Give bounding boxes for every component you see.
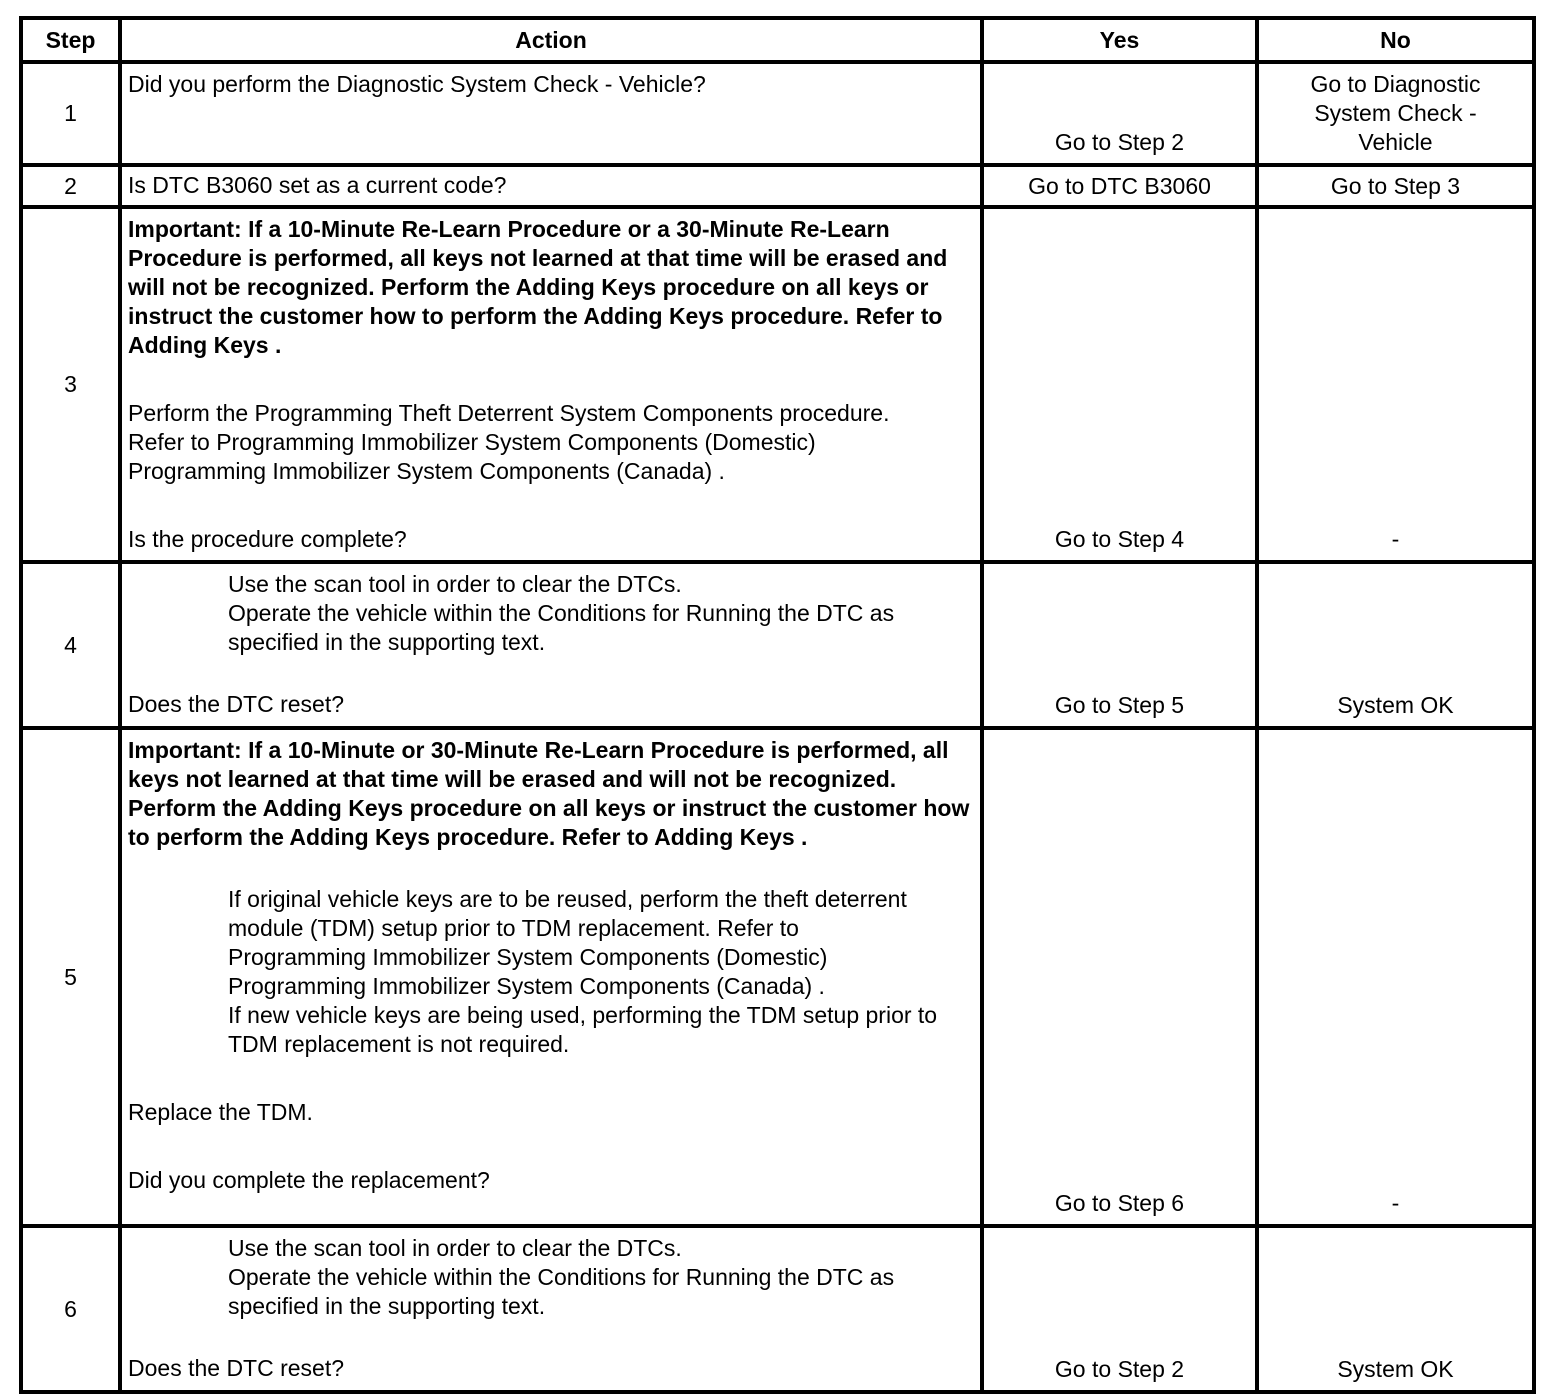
important-note: Important: If a 10-Minute or 30-Minute Re-Learn Procedure is performed, all keys not learned at that time will be erased and will not be recognized. Perform the Adding Keys procedure on all keys or instruct the customer how to perform the Adding Keys procedure. Refer to Adding Keys . [128,737,970,850]
action-cell [120,207,982,562]
question-text: Does the DTC reset? [128,1355,345,1381]
procedure-line: If new vehicle keys are being used, performing the TDM setup prior to TDM replacement is not required. [228,1002,938,1057]
action-cell [120,1226,982,1392]
procedure-line: Refer to Programming Immobilizer System Components (Domestic) [128,429,816,455]
no-cell: Go to Diagnostic System Check - Vehicle [1257,62,1534,165]
header-yes: Yes [982,18,1257,62]
header-step: Step [21,18,120,62]
question-text: Does the DTC reset? [128,691,345,717]
procedure-line: Programming Immobilizer System Components (Domestic) [228,944,828,970]
table-row [21,207,1534,562]
diagnostic-table [19,16,1536,1394]
step-number: 2 [21,165,120,207]
instruction-text: Replace the TDM. [128,1099,313,1125]
procedure-line: Operate the vehicle within the Conditions for Running the DTC as specified in the supporting text. [228,1264,895,1319]
step-number: 4 [21,562,120,728]
procedure-line: If original vehicle keys are to be reused, perform the theft deterrent module (TDM) setup prior to TDM replacement. Refer to [228,886,907,941]
action-cell [120,62,982,165]
step-number: 5 [21,728,120,1226]
yes-cell: Go to DTC B3060 [982,165,1257,207]
no-cell: System OK [1257,562,1534,728]
step-number: 3 [21,207,120,562]
question-text: Is the procedure complete? [128,526,407,552]
yes-cell: Go to Step 2 [982,1226,1257,1392]
table-row [21,62,1534,165]
no-cell: - [1257,207,1534,562]
procedure-line: Use the scan tool in order to clear the DTCs. [228,1235,682,1261]
action-cell [120,165,982,207]
no-cell: System OK [1257,1226,1534,1392]
action-cell [120,728,982,1226]
header-action: Action [120,18,982,62]
yes-cell: Go to Step 6 [982,728,1257,1226]
question-text: Is DTC B3060 set as a current code? [128,172,507,198]
procedure-line: Operate the vehicle within the Conditions for Running the DTC as specified in the supporting text. [228,600,895,655]
table-row [21,728,1534,1226]
no-cell: - [1257,728,1534,1226]
table-row [21,562,1534,728]
table-row [21,165,1534,207]
procedure-line: Perform the Programming Theft Deterrent System Components procedure. [128,400,890,426]
procedure-line: Programming Immobilizer System Components (Canada) . [228,973,825,999]
question-text: Did you perform the Diagnostic System Check - Vehicle? [128,71,706,97]
procedure-line: Programming Immobilizer System Components (Canada) . [128,458,725,484]
action-cell [120,562,982,728]
no-cell: Go to Step 3 [1257,165,1534,207]
step-number: 6 [21,1226,120,1392]
important-note: Important: If a 10-Minute Re-Learn Procedure or a 30-Minute Re-Learn Procedure is performed, all keys not learned at that time will be erased and will not be recognized. Perform the Adding Keys procedure on all keys or instruct the customer how to perform the Adding Keys procedure. Refer to Adding Keys . [128,216,948,358]
header-no: No [1257,18,1534,62]
question-text: Did you complete the replacement? [128,1167,490,1193]
procedure-line: Use the scan tool in order to clear the DTCs. [228,571,682,597]
yes-cell: Go to Step 4 [982,207,1257,562]
yes-cell: Go to Step 5 [982,562,1257,728]
yes-cell: Go to Step 2 [982,62,1257,165]
header-row [21,18,1534,62]
step-number: 1 [21,62,120,165]
table-row [21,1226,1534,1392]
